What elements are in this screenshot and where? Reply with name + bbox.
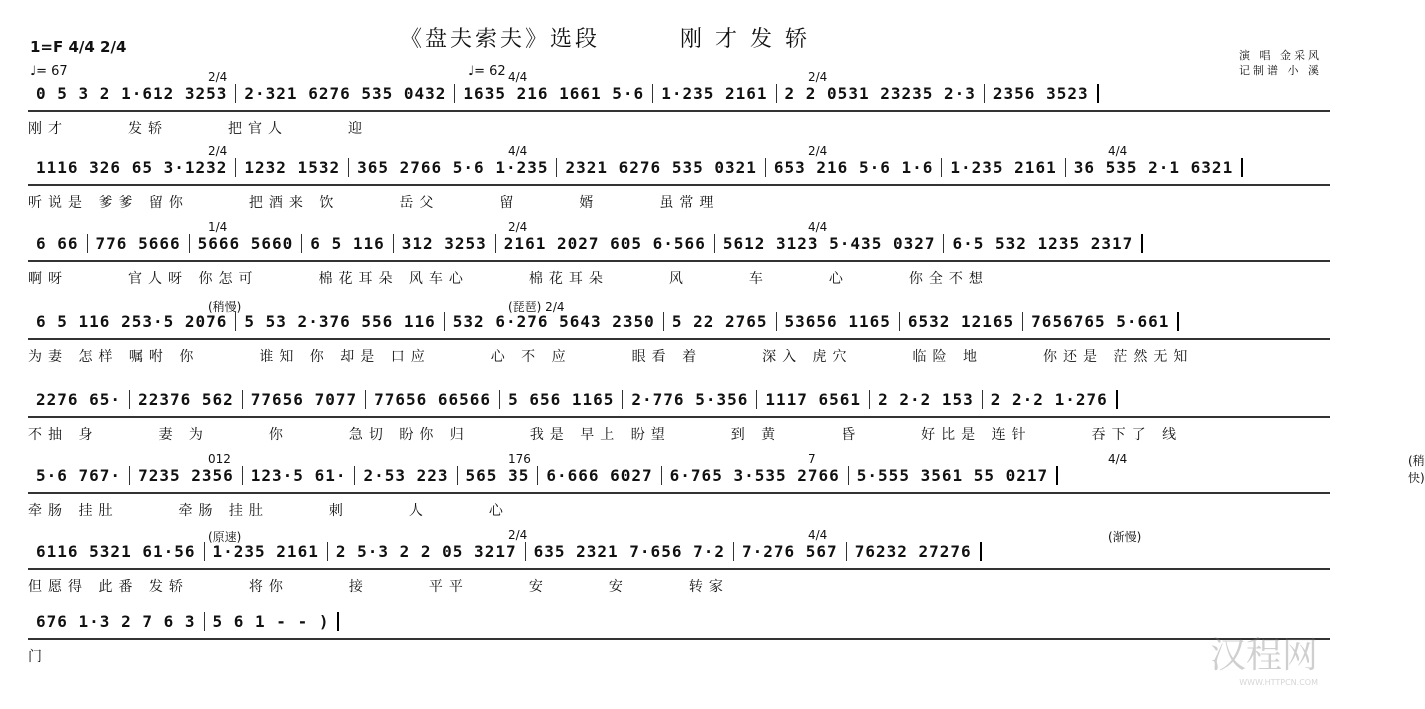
lyric: 牵肠 挂肚 — [178, 503, 269, 519]
measure: 653 216 5·6 1·6 — [766, 158, 943, 177]
lyric: 吞下了 线 — [1091, 427, 1183, 443]
time-marker: (琵琶) 2/4 — [508, 300, 565, 314]
measure: 1·235 2161 — [205, 542, 328, 561]
lyric: 为妻 怎样 嘱咐 你 — [28, 349, 200, 365]
lyric: 车 — [748, 271, 769, 287]
time-marker: 1/4 — [208, 220, 228, 234]
measure: 1116 326 65 3·1232 — [28, 158, 236, 177]
measure: 123·5 61· — [243, 466, 356, 485]
lyric: 心 — [828, 271, 849, 287]
measure: 53656 1165 — [777, 312, 900, 331]
lyric: 发轿 — [128, 121, 168, 137]
notation-line — [28, 234, 1330, 262]
lyric: 虽常理 — [659, 195, 720, 211]
measure: 1·235 2161 — [653, 84, 776, 103]
lyrics-line — [28, 346, 1330, 366]
measure: 36 535 2·1 6321 — [1066, 158, 1244, 177]
measure: 7656765 5·661 — [1023, 312, 1179, 331]
lyric: 婿 — [579, 195, 600, 211]
time-marker: 4/4 — [808, 220, 828, 234]
lyric: 妻 为 — [158, 427, 209, 443]
lyric: 好比是 连针 — [921, 427, 1032, 443]
lyric: 棉花耳朵 风车心 — [318, 271, 469, 287]
measure: 776 5666 — [88, 234, 190, 253]
measure: 2 5·3 2 2 05 3217 — [328, 542, 526, 561]
measure: 5 22 2765 — [664, 312, 777, 331]
lyric: 接 — [348, 579, 369, 595]
lyric: 人 — [408, 503, 429, 519]
time-marker: 4/4 — [508, 144, 528, 158]
notation-line — [28, 466, 1330, 494]
measure: 5 656 1165 — [500, 390, 623, 409]
time-marker: 012 — [208, 452, 231, 466]
lyric: 岳父 — [399, 195, 440, 211]
time-marker: 4/4 — [1108, 452, 1128, 466]
measure: 635 2321 7·656 7·2 — [526, 542, 734, 561]
time-marker: (稍快) — [1408, 454, 1425, 485]
staff-row — [28, 390, 1330, 460]
lyric: 昏 — [841, 427, 862, 443]
lyrics-line — [28, 424, 1330, 444]
time-marker: 2/4 — [508, 220, 528, 234]
lyric: 棉花耳朵 — [528, 271, 609, 287]
measure: 6 66 — [28, 234, 88, 253]
staff-row — [28, 220, 1330, 304]
lyric: 留 — [499, 195, 520, 211]
measure: 5666 5660 — [190, 234, 303, 253]
time-marker: 7 — [808, 452, 816, 466]
measure: 7·276 567 — [734, 542, 847, 561]
measure: 22376 562 — [130, 390, 243, 409]
measure: 77656 66566 — [366, 390, 500, 409]
lyric: 将你 — [248, 579, 289, 595]
measure: 1635 216 1661 5·6 — [455, 84, 653, 103]
lyrics-line — [28, 192, 1330, 212]
measure: 2 2·2 1·276 — [983, 390, 1118, 409]
measure: 312 3253 — [394, 234, 496, 253]
measure: 6532 12165 — [900, 312, 1023, 331]
lyric: 你全不想 — [908, 271, 989, 287]
measure: 6116 5321 61·56 — [28, 542, 205, 561]
notation-line — [28, 158, 1330, 186]
title-aria: 刚 才 发 轿 — [680, 27, 810, 52]
time-marker: 4/4 — [808, 528, 828, 542]
watermark-logo: 汉程网 WWW.HTTPCN.COM — [1209, 635, 1318, 687]
measure: 6·5 532 1235 2317 — [944, 234, 1143, 253]
time-marker: 4/4 — [508, 70, 528, 84]
time-marker: 4/4 — [1108, 144, 1128, 158]
measure: 1117 6561 — [757, 390, 870, 409]
tempo-mark-2: ♩= 62 — [468, 64, 506, 79]
measure: 2321 6276 535 0321 — [557, 158, 765, 177]
measure: 2·776 5·356 — [623, 390, 757, 409]
measure: 6·666 6027 — [538, 466, 661, 485]
measure: 2 2·2 153 — [870, 390, 983, 409]
staff-row — [28, 452, 1425, 536]
lyric: 急切 盼你 归 — [348, 427, 470, 443]
measure: 2356 3523 — [985, 84, 1099, 103]
measure: 77656 7077 — [243, 390, 366, 409]
measure: 2276 65· — [28, 390, 130, 409]
lyrics-line — [28, 500, 1330, 520]
notation-line — [28, 542, 1330, 570]
lyric: 我是 早上 盼望 — [529, 427, 671, 443]
measure: 1·235 2161 — [942, 158, 1065, 177]
lyric: 风 — [668, 271, 689, 287]
time-marker: 2/4 — [508, 528, 528, 542]
lyric: 门 — [28, 649, 48, 665]
time-marker: 2/4 — [208, 70, 228, 84]
lyric: 刚才 — [28, 121, 68, 137]
lyric: 牵肠 挂肚 — [28, 503, 119, 519]
measure: 2·53 223 — [355, 466, 457, 485]
time-marker: (原速) — [208, 530, 242, 544]
measure: 5 6 1 - - ) — [205, 612, 340, 631]
measure: 5·555 3561 55 0217 — [849, 466, 1058, 485]
measure: 76232 27276 — [847, 542, 982, 561]
page-title — [400, 22, 880, 53]
measure: 565 35 — [458, 466, 539, 485]
lyric: 但愿得 此番 发轿 — [28, 579, 189, 595]
notation-line — [28, 312, 1330, 340]
time-marker: 2/4 — [808, 70, 828, 84]
measure: 5·6 767· — [28, 466, 130, 485]
time-marker: 2/4 — [808, 144, 828, 158]
lyric: 不抽 身 — [28, 427, 99, 443]
lyrics-line — [28, 118, 1330, 138]
lyric: 迎 — [348, 121, 368, 137]
credits: 演 唱 金采风 记制谱 小 溪 — [1239, 49, 1322, 77]
measure: 7235 2356 — [130, 466, 243, 485]
time-marker: (稍慢) — [208, 300, 242, 314]
lyrics-line — [28, 646, 1330, 666]
staff-row — [28, 300, 1330, 382]
notation-line — [28, 390, 1330, 418]
measure: 0 5 3 2 1·612 3253 — [28, 84, 236, 103]
measure: 2·321 6276 535 0432 — [236, 84, 455, 103]
measure: 532 6·276 5643 2350 — [445, 312, 664, 331]
lyric: 眼看 着 — [631, 349, 703, 365]
lyric: 把官人 — [228, 121, 288, 137]
measure: 6 5 116 253·5 2076 — [28, 312, 236, 331]
lyric: 安 — [528, 579, 549, 595]
title-opera: 《盘夫索夫》选段 — [400, 27, 601, 52]
lyric: 心 — [488, 503, 509, 519]
lyric: 你还是 茫然无知 — [1042, 349, 1194, 365]
notation-line — [28, 84, 1330, 112]
lyric: 把酒来 饮 — [248, 195, 340, 211]
key-signature: 1=F 4/4 2/4 — [30, 38, 127, 56]
staff-row — [28, 612, 1330, 682]
time-marker: 176 — [508, 452, 531, 466]
lyric: 官人呀 你怎可 — [128, 271, 259, 287]
measure: 1232 1532 — [236, 158, 349, 177]
lyrics-line — [28, 268, 1330, 288]
measure: 5 53 2·376 556 116 — [236, 312, 444, 331]
lyric: 听说是 爹爹 留你 — [28, 195, 189, 211]
measure: 2161 2027 605 6·566 — [496, 234, 715, 253]
tempo-mark: ♩= 67 — [30, 64, 68, 79]
time-marker: (渐慢) — [1108, 530, 1142, 544]
lyrics-line — [28, 576, 1330, 596]
measure: 676 1·3 2 7 6 3 — [28, 612, 205, 631]
lyric: 你 — [268, 427, 289, 443]
staff-row — [28, 528, 1330, 612]
measure: 6·765 3·535 2766 — [662, 466, 849, 485]
lyric: 啊呀 — [28, 271, 68, 287]
staff-row — [28, 144, 1330, 228]
measure: 2 2 0531 23235 2·3 — [777, 84, 985, 103]
lyric: 平平 — [428, 579, 469, 595]
lyric: 谁知 你 却是 口应 — [259, 349, 431, 365]
lyric: 心 不 应 — [490, 349, 572, 365]
measure: 365 2766 5·6 1·235 — [349, 158, 557, 177]
measure: 5612 3123 5·435 0327 — [715, 234, 945, 253]
measure: 6 5 116 — [302, 234, 393, 253]
time-marker: 2/4 — [208, 144, 228, 158]
lyric: 转家 — [688, 579, 729, 595]
lyric: 刺 — [328, 503, 349, 519]
lyric: 到 黄 — [730, 427, 782, 443]
lyric: 深入 虎穴 — [762, 349, 853, 365]
lyric: 安 — [608, 579, 629, 595]
lyric: 临险 地 — [912, 349, 983, 365]
notation-line — [28, 612, 1330, 640]
